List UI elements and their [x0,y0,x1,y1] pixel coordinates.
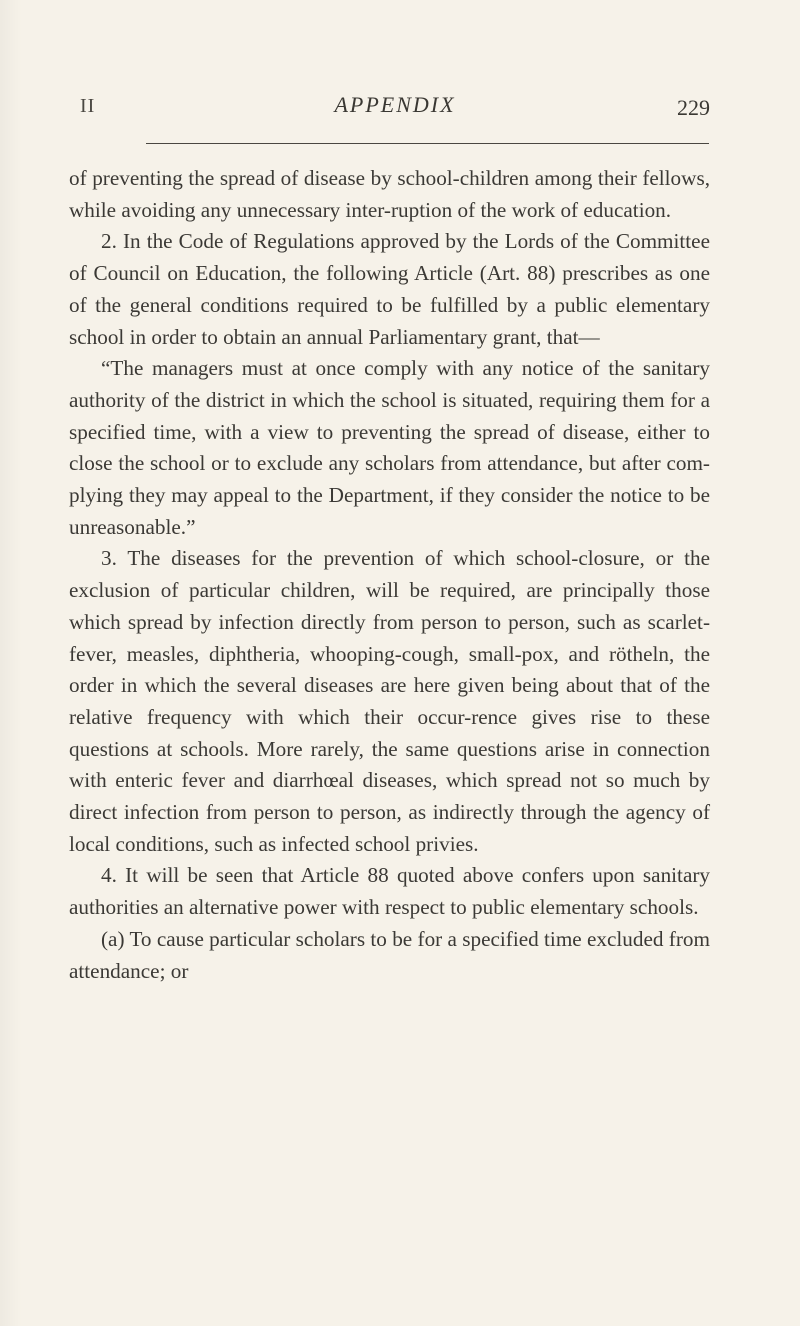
paragraph-4: 4. It will be seen that Article 88 quoted above confers upon sanitary authorities an alternative power with respect to public elementary schools. [69,863,710,920]
body-text [69,163,710,987]
page-header [80,92,710,128]
quoted-article: “The managers must at once comply with any notice of the sanitary authority of the district in which the school is situated, requiring them for a specified time, with a view to preventing the spread of disease, either to close the school or to exclude any scholars from attendance, but after com-plying they may appeal to the Department, if they consider the notice to be unreasonable.” [69,356,710,539]
paragraph-3: 3. The diseases for the prevention of which school-closure, or the exclusion of particular children, will be required, are principally those which spread by infection directly from person to person, such as scarlet-fever, measles, diphtheria, whooping-cough, small-pox, and rötheln, the order in which the several diseases are here given being about that of the relative frequency with which their occur-rence gives rise to these questions at schools. More rarely, the same questions arise in connection with enteric fever and diarrhœal diseases, which spread not so much by direct infection from person to person, as indirectly through the agency of local conditions, such as infected school privies. [69,546,710,856]
paragraph-4a: (a) To cause particular scholars to be for a specified time excluded from attendance; or [69,926,710,983]
header-rule [146,143,709,144]
running-head: APPENDIX [334,92,456,117]
page-number: 229 [677,95,710,120]
paragraph-2: 2. In the Code of Regulations approved by the Lords of the Committee of Council on Education, the following Article (Art. 88) prescribes as one of the general conditions required to be fulfilled by a public elementary school in order to obtain an annual Parliamentary grant, that— [69,229,710,349]
paragraph-continuation: of preventing the spread of disease by school-children among their fellows, while avoiding any unnecessary inter-ruption of the work of education. [69,166,710,222]
part-number: II [80,95,96,117]
